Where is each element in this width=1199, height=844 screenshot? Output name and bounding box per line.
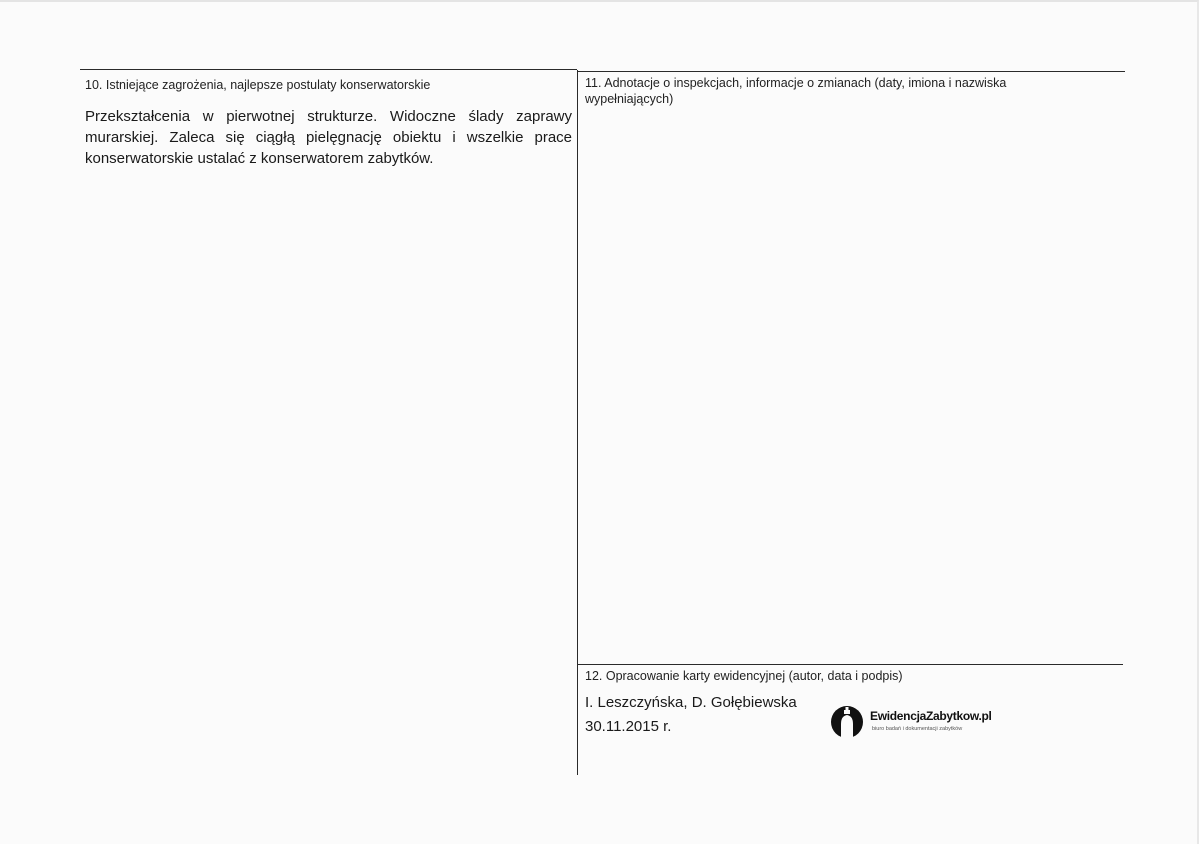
- ewidencja-zabytkow-logo: [830, 704, 1000, 740]
- section-12-top-rule: [578, 664, 1123, 665]
- logo-tagline: biuro badań i dokumentacji zabytków: [872, 726, 963, 732]
- section-10-heading: 10. Istniejące zagrożenia, najlepsze postulaty konserwatorskie: [85, 78, 431, 92]
- section-12-authors: I. Leszczyńska, D. Gołębiewska: [585, 694, 797, 711]
- logo-name: EwidencjaZabytkow.pl: [870, 709, 992, 723]
- section-12-heading: 12. Opracowanie karty ewidencyjnej (autor, data i podpis): [585, 669, 903, 683]
- column-divider: [577, 70, 578, 775]
- section-10-top-rule: [80, 69, 577, 70]
- section-12-date: 30.11.2015 r.: [585, 718, 672, 735]
- section-11-top-rule: [578, 71, 1125, 72]
- section-11-heading: 11. Adnotacje o inspekcjach, informacje o zmianach (daty, imiona i nazwiska wypełniających): [585, 76, 1007, 106]
- monument-silhouette-icon: [830, 704, 864, 740]
- section-10-content: Przekształcenia w pierwotnej strukturze. Widoczne ślady zaprawy murarskiej. Zaleca się ciągłą pielęgnację obiektu i wszelkie prace konserwatorskie ustalać z konserwatorem zabytków.: [85, 108, 572, 167]
